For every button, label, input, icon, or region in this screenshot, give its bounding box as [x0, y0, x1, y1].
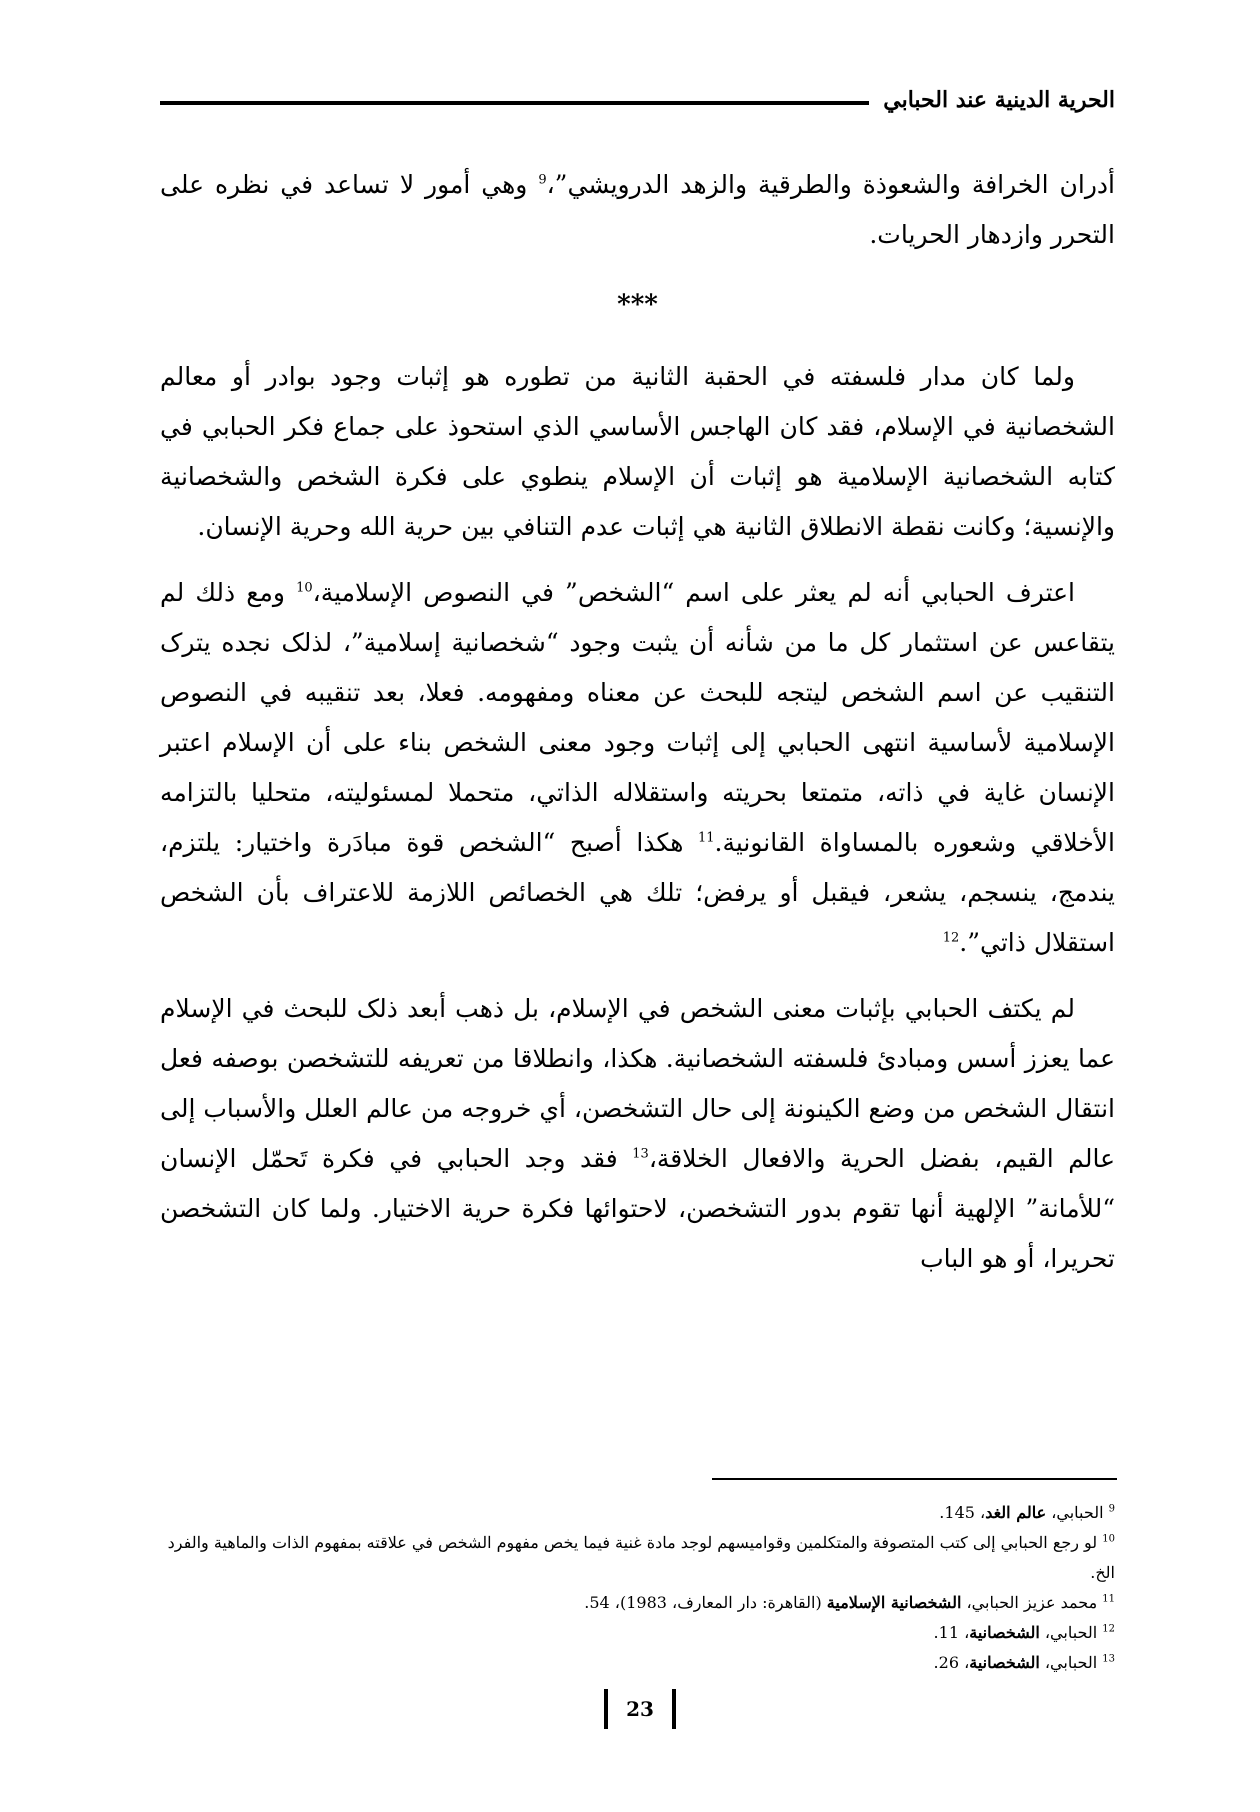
footnote-number: 12: [1102, 1623, 1115, 1635]
footnotes: [160, 1498, 1115, 1678]
main-text: [160, 160, 1115, 1284]
footnote-number: 13: [1102, 1653, 1115, 1665]
paragraph-3-text-cont2: هكذا أصبح “الشخص قوة مبادَرة واختيار: يلتزم، يندمج، ينسجم، يشعر، فيقبل أو يرفض؛ تلك هي الخصائص اللازمة للاعتراف بأن الشخص استقلال ذاتي”.: [160, 828, 1115, 957]
footnote-text: الحبابي،: [1046, 1503, 1109, 1522]
paragraph-4: [160, 984, 1115, 1284]
footnote-text: الحبابي،: [1039, 1623, 1103, 1642]
footnote-title: الشخصانية الإسلامية: [826, 1593, 962, 1612]
running-header: [160, 82, 1115, 118]
footnote-13: [160, 1648, 1115, 1678]
footnote-rule: [712, 1478, 1117, 1480]
footnote-text: (القاهرة: دار المعارف، 1983)، 54.: [584, 1593, 827, 1612]
footnote-number: 9: [1108, 1503, 1115, 1515]
paragraph-2: ولما كان مدار فلسفته في الحقبة الثانية من تطوره هو إثبات وجود بوادر أو معالم الشخصانية في الإسلام، فقد كان الهاجس الأساسي الذي استحوذ على جماع فكر الحبابي في كتابه الشخصانية الإسلامية هو إثبات أن الإسلام ينطوي على فكرة الشخص والشخصانية والإنسية؛ وكانت نقطة الانطلاق الثانية هي إثبات عدم التنافي بين حرية الله وحرية الإنسان.: [160, 362, 1115, 541]
paragraph-1: [160, 160, 1115, 260]
footnote-title: عالم الغد: [985, 1503, 1047, 1522]
footnote-11: [160, 1588, 1115, 1618]
footnote-text: لو رجع الحبابي إلى كتب المتصوفة والمتكلمين وقواميسهم لوجد مادة غنية فيما يخص مفهوم الشخص في علاقته بمفهوم الذات والماهية والفرد الخ.: [167, 1533, 1115, 1582]
running-header-title: الحرية الدينية عند الحبابي: [883, 87, 1115, 113]
footnote-ref-10[interactable]: 10: [296, 580, 313, 596]
footnote-title: الشخصانية: [969, 1653, 1040, 1672]
footnote-ref-11[interactable]: 11: [697, 830, 715, 846]
footnote-text: الحبابي،: [1039, 1653, 1103, 1672]
footnote-title: الشخصانية: [969, 1623, 1040, 1642]
paragraph-3-text: اعترف الحبابي أنه لم يعثر على اسم “الشخص” في النصوص الإسلامية،: [312, 578, 1076, 607]
footnote-text: ، 145.: [939, 1503, 986, 1522]
paragraph-3-text-cont: ومع ذلك لم يتقاعس عن استثمار كل ما من شأنه أن يثبت وجود “شخصانية إسلامية”، لذلک نجده يترک التنقيب عن اسم الشخص ليتجه للبحث عن معناه ومفهومه. فعلا، بعد تنقيبه في النصوص الإسلامية لأساسية انتهى الحبابي إلى إثبات وجود معنى الشخص بناء على أن الإسلام اعتبر الإنسان غاية في ذاته، متمتعا بحريته واستقلاله الذاتي، متحملا لمسئوليته، متحليا بالتزامه الأخلاقي وشعوره بالمساواة القانونية.: [160, 578, 1115, 857]
footnote-10: [160, 1528, 1115, 1588]
paragraph-1-text: أدران الخرافة والشعوذة والطرقية والزهد الدرويشي”،: [546, 170, 1116, 199]
footnote-text: محمد عزيز الحبابي،: [961, 1593, 1103, 1612]
header-rule: [160, 101, 869, 105]
footnote-ref-9[interactable]: 9: [538, 172, 547, 188]
paragraph-1-text-cont: وهي أمور لا تساعد في نظره على التحرر وازدهار الحريات.: [160, 170, 1115, 249]
footnote-number: 11: [1102, 1593, 1115, 1605]
section-separator: ***: [617, 290, 658, 320]
page-number-block: [595, 1686, 685, 1732]
paragraph-4-text: لم يكتف الحبابي بإثبات معنى الشخص في الإسلام، بل ذهب أبعد ذلک للبحث في الإسلام عما يعزز أسس ومبادئ فلسفته الشخصانية. هكذا، وانطلاقا من تعريفه للتشخصن بوصفه فعل انتقال الشخص من وضع الكينونة إلى حال التشخصن، أي خروجه من عالم العلل والأسباب إلى عالم القيم، بفضل الحرية والافعال الخلاقة،: [160, 994, 1116, 1173]
page-number: 23: [626, 1697, 654, 1721]
paragraph-4-text-cont: فقد وجد الحبابي في فكرة تَحمّل الإنسان “للأمانة” الإلهية أنها تقوم بدور التشخصن، لاحتوائها فكرة حرية الاختيار. ولما كان التشخصن تحريرا، أو هو الباب: [160, 1144, 1115, 1273]
footnote-number: 10: [1102, 1533, 1115, 1545]
footnote-12: [160, 1618, 1115, 1648]
footnote-ref-13[interactable]: 13: [632, 1146, 649, 1162]
footnote-ref-12[interactable]: 12: [942, 930, 960, 946]
footnote-text: ، 11.: [933, 1623, 970, 1642]
footnote-9: [160, 1498, 1115, 1528]
page-number-bar-right: [672, 1689, 676, 1729]
footnote-text: ، 26.: [933, 1653, 970, 1672]
paragraph-3: [160, 568, 1115, 968]
